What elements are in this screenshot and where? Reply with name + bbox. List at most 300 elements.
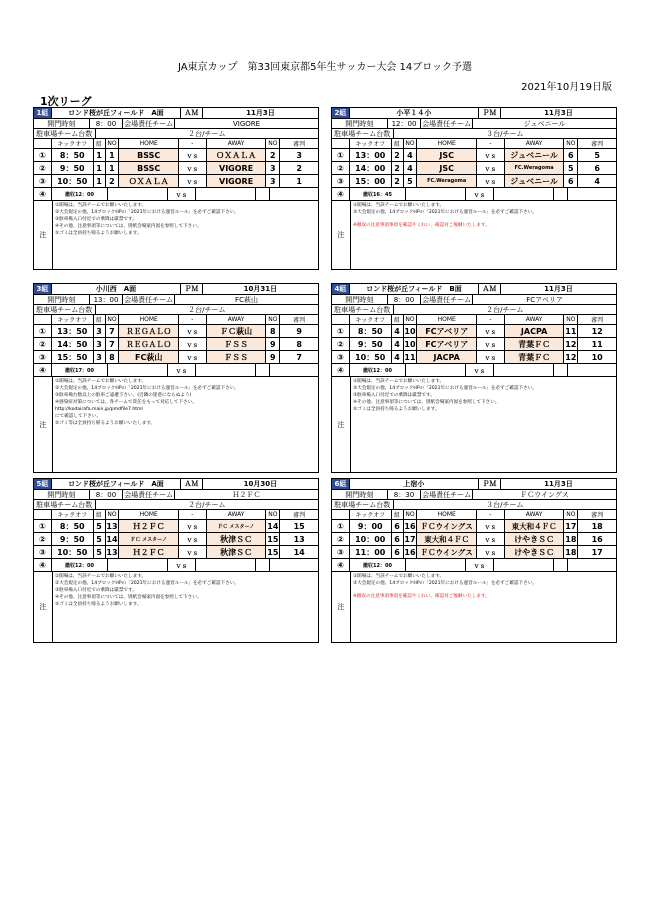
empty-cell	[568, 559, 606, 571]
referee-header: 審判	[591, 317, 604, 324]
match-day: 11月3日	[544, 109, 573, 117]
no-header: NO	[106, 510, 120, 519]
note-line: ①開場は、当該チームでお願いいたします。	[353, 574, 445, 579]
closing-time: 撤収12：00	[350, 364, 406, 376]
responsible-team: FCアベリア	[526, 295, 563, 304]
kickoff-header: キックオフ	[52, 315, 94, 324]
note-line: ④その他、注意事項等については、別紙会場案内図を参照して下さい。	[55, 595, 202, 600]
home-no: 1	[106, 149, 120, 161]
notes-text	[53, 377, 318, 472]
kickoff-time: 8：50	[52, 520, 94, 532]
home-team: ＦＣウイングス	[417, 520, 477, 532]
away-team: VIGORE	[207, 175, 267, 187]
kickoff-header: キックオフ	[350, 510, 392, 519]
vs-label: ｖｓ	[179, 149, 207, 161]
match-row	[34, 520, 318, 533]
responsible-team-label: 会場責任チーム	[124, 490, 174, 499]
parking-label: 駐車場チーム台数	[34, 305, 96, 314]
note-line: ③駐車場入口付近での乗降は厳禁です。	[55, 588, 137, 593]
match-row	[34, 149, 318, 162]
kickoff-time: 13：50	[52, 325, 94, 337]
notes-label: 注	[34, 572, 53, 642]
referee-no: 8	[296, 339, 302, 349]
away-no: 2	[266, 149, 280, 161]
group-no: 5	[94, 533, 106, 545]
away-no: 9	[266, 338, 280, 350]
vs-header: -	[179, 315, 207, 324]
warning-note: ※撤収の注意事項事項を確認やくれい、確認対ご後継いたします。	[353, 223, 490, 228]
group-no: 3	[94, 338, 106, 350]
group-block	[331, 107, 617, 270]
referee-no: 3	[296, 150, 302, 160]
index-col-header	[34, 315, 52, 324]
match-index: ③	[332, 351, 350, 363]
vs-header: -	[477, 139, 505, 148]
vs-label: ｖｓ	[466, 559, 494, 571]
referee-no: 10	[591, 352, 603, 362]
referee-no: 7	[296, 352, 302, 362]
note-line: ⑤ゴミ等は全員持ち帰るようお願いいたします。	[55, 421, 156, 426]
group-header: 組	[94, 510, 106, 519]
vs-label: ｖｓ	[179, 338, 207, 350]
vs-header: -	[477, 315, 505, 324]
group-no: 1	[94, 175, 106, 187]
empty-cell	[406, 559, 466, 571]
match-index: ①	[332, 149, 350, 161]
vs-label: ｖｓ	[179, 546, 207, 558]
no-header: NO	[564, 139, 578, 148]
no-header: NO	[404, 139, 418, 148]
referee-no: 14	[293, 547, 305, 557]
match-day: 10月31日	[243, 285, 278, 293]
notes-text	[351, 572, 616, 642]
away-header: AWAY	[505, 510, 565, 519]
referee-no: 6	[594, 163, 600, 173]
match-row	[332, 338, 616, 351]
kickoff-time: 11：00	[350, 546, 392, 558]
referee-header: 審判	[591, 141, 604, 148]
group-block	[33, 283, 319, 473]
revision-date: 2021年10月19日版	[521, 82, 612, 93]
group-block	[331, 283, 617, 473]
match-row	[332, 520, 616, 533]
session-period: ＡＭ	[181, 108, 203, 118]
away-no: 6	[564, 149, 578, 161]
note-line: ④感染症対策については、各チームで責任をもって対応して下さい。	[55, 400, 197, 405]
note-line: ①開場は、当該チームでお願いいたします。	[353, 379, 445, 384]
match-index: ②	[332, 533, 350, 545]
home-team: Ｈ２ＦＣ	[119, 520, 179, 532]
league-heading: 1次リーグ	[40, 95, 92, 108]
away-team: JACPA	[505, 325, 565, 337]
kickoff-time: 15：50	[52, 351, 94, 363]
kickoff-header: キックオフ	[350, 139, 392, 148]
note-line: ②大会規定の他、14ブロックHPの「2021年における運営ルール」を必ずご確認下さい。	[353, 581, 537, 586]
document-title: JA東京カップ 第33回東京都5年生サッカー大会 14ブロック予選	[177, 62, 473, 73]
group-number: 2組	[332, 108, 350, 118]
match-index: ①	[34, 325, 52, 337]
referee-no: 16	[591, 534, 603, 544]
away-team: けやきＳＣ	[505, 546, 565, 558]
vs-header: -	[179, 139, 207, 148]
group-no: 2	[392, 162, 404, 174]
home-no: 4	[404, 162, 418, 174]
home-header: HOME	[119, 510, 179, 519]
referee-no: 11	[591, 339, 603, 349]
home-no: 17	[404, 534, 416, 544]
empty-cell	[108, 559, 168, 571]
session-period: ＡＭ	[479, 284, 501, 294]
responsible-team: Ｈ２ＦＣ	[232, 490, 261, 499]
referee-header: 審判	[591, 512, 604, 519]
gate-time-label: 開門時刻	[34, 490, 90, 499]
note-line: ④その他、注意事項等については、別紙会場案内図を参照して下さい。	[55, 224, 202, 229]
vs-label: ｖｓ	[168, 364, 196, 376]
home-no: 2	[106, 175, 120, 187]
match-row	[34, 325, 318, 338]
gate-time: 13：00	[90, 295, 124, 304]
note-line: ③駐車場入口付近での乗降は厳禁です。	[55, 217, 137, 222]
group-no: 3	[94, 325, 106, 337]
vs-label: ｖｓ	[168, 188, 196, 200]
home-no: 16	[404, 521, 416, 531]
no-header: NO	[106, 315, 120, 324]
away-team: ＦＣ メスターノ	[207, 520, 267, 532]
away-team: ジュベニール	[505, 175, 565, 187]
home-team: ＦＣ メスターノ	[119, 533, 179, 545]
kickoff-header: キックオフ	[350, 315, 392, 324]
responsible-team-label: 会場責任チーム	[422, 119, 472, 128]
away-no: 8	[266, 325, 280, 337]
kickoff-time: 10：50	[52, 546, 94, 558]
match-index: ①	[332, 325, 350, 337]
group-block	[33, 107, 319, 270]
away-team: 秋津ＳＣ	[207, 546, 267, 558]
kickoff-time: 10：50	[52, 175, 94, 187]
home-team: JSC	[417, 149, 477, 161]
group-block	[33, 478, 319, 643]
group-no: 2	[392, 175, 404, 187]
venue-name: ロンド桜が丘フィールド B面	[350, 284, 479, 294]
referee-no: 18	[591, 521, 603, 531]
notes-label: 注	[332, 572, 351, 642]
empty-cell	[568, 188, 606, 200]
index-col-header	[332, 510, 350, 519]
match-index: ③	[332, 175, 350, 187]
kickoff-time: 14：50	[52, 338, 94, 350]
gate-time-label: 開門時刻	[332, 295, 388, 304]
vs-header: -	[179, 510, 207, 519]
away-team: 青葉ＦＣ	[505, 351, 565, 363]
empty-cell	[554, 559, 568, 571]
empty-cell	[554, 364, 568, 376]
note-line: ①開場は、当該チームでお願いいたします。	[353, 203, 445, 208]
session-period: ＰＭ	[479, 108, 501, 118]
match-day: 11月3日	[544, 285, 573, 293]
home-team: BSSC	[119, 149, 179, 161]
group-header: 組	[392, 510, 404, 519]
group-number: 6組	[332, 479, 350, 489]
match-row	[34, 351, 318, 364]
responsible-team-label: 会場責任チーム	[124, 295, 174, 304]
gate-time-label: 開門時刻	[34, 295, 90, 304]
home-no: 16	[404, 547, 416, 557]
venue-name: ロンド桜が丘フィールド A面	[52, 108, 181, 118]
match-index: ③	[34, 351, 52, 363]
home-team: FCアベリア	[417, 338, 477, 350]
gate-time-label: 開門時刻	[332, 490, 388, 499]
home-no: 11	[404, 352, 416, 362]
match-index: ②	[34, 162, 52, 174]
home-no: 7	[106, 338, 120, 350]
note-line: ②大会規定の他、14ブロックHPの「2021年における運営ルール」を必ずご確認下さい。	[353, 210, 537, 215]
kickoff-time: 10：50	[350, 351, 392, 363]
no-header: NO	[404, 315, 418, 324]
home-header: HOME	[417, 510, 477, 519]
away-no: 18	[565, 534, 577, 544]
parking-allowance: ３台/チーム	[486, 500, 524, 509]
empty-cell	[256, 364, 270, 376]
away-no: 3	[266, 175, 280, 187]
note-line: ②大会規定の他、14ブロックHPの「2021年における運営ルール」を必ずご確認下さい。	[353, 386, 537, 391]
home-team: ＯＸＡＬＡ	[119, 175, 179, 187]
empty-cell	[270, 364, 308, 376]
gate-time: 8：00	[90, 490, 124, 499]
empty-cell	[108, 188, 168, 200]
kickoff-time: 8：50	[52, 149, 94, 161]
away-no: 15	[267, 534, 279, 544]
responsible-team: FC萩山	[235, 295, 258, 304]
match-day: 11月3日	[246, 109, 275, 117]
empty-cell	[196, 364, 256, 376]
parking-allowance: ３台/チーム	[486, 129, 524, 138]
parking-allowance: ２台/チーム	[188, 129, 226, 138]
group-no: 5	[94, 546, 106, 558]
vs-label: ｖｓ	[477, 325, 505, 337]
referee-header: 審判	[293, 317, 306, 324]
note-line: にて確認して下さい。	[55, 414, 101, 419]
match-row	[34, 162, 318, 175]
away-team: ＦＳＳ	[207, 338, 267, 350]
vs-label: ｖｓ	[477, 338, 505, 350]
no-header: NO	[564, 315, 578, 324]
group-header: 組	[94, 139, 106, 148]
group-number: 5組	[34, 479, 52, 489]
kickoff-time: 9：50	[350, 338, 392, 350]
empty-cell	[256, 559, 270, 571]
note-line: ⑤ゴミは全員持ち帰るようお願いします。	[353, 407, 440, 412]
home-no: 1	[106, 162, 120, 174]
match-row	[34, 338, 318, 351]
index-col-header	[34, 139, 52, 148]
group-header: 組	[94, 315, 106, 324]
gate-time: 8：30	[388, 490, 422, 499]
away-team: ジュベニール	[505, 149, 565, 161]
warning-note: ※撤収の注意事項事項を確認やくれい、確認対ご後継いたします。	[353, 594, 490, 599]
empty-cell	[196, 559, 256, 571]
away-team: 青葉ＦＣ	[505, 338, 565, 350]
referee-no: 2	[296, 163, 302, 173]
note-line: ⑤ゴミは全員持ち帰るようお願いします。	[55, 602, 142, 607]
group-header: 組	[392, 139, 404, 148]
away-team: 東大和４ＦＣ	[505, 520, 565, 532]
empty-cell	[554, 188, 568, 200]
group-no: 6	[392, 520, 404, 532]
match-row	[332, 149, 616, 162]
group-no: 5	[94, 520, 106, 532]
away-no: 17	[565, 521, 577, 531]
note-line: ②大会規定の他、14ブロックHPの「2021年における運営ルール」を必ずご確認下さい。	[55, 386, 239, 391]
home-no: 13	[106, 521, 118, 531]
vs-label: ｖｓ	[477, 520, 505, 532]
empty-cell	[270, 559, 308, 571]
kickoff-time: 13：00	[350, 149, 392, 161]
away-team: けやきＳＣ	[505, 533, 565, 545]
closing-time: 撤収12：00	[350, 559, 406, 571]
vs-label: ｖｓ	[179, 325, 207, 337]
away-header: AWAY	[207, 510, 267, 519]
kickoff-time: 9：50	[52, 533, 94, 545]
away-no: 12	[565, 352, 577, 362]
notes-text	[53, 572, 318, 642]
note-line: ③駐車場台数以上の駐車ご遠慮下さい。(近隣の迷惑にならぬよう)	[55, 393, 192, 398]
match-index: ①	[34, 149, 52, 161]
away-team: FC.Weragoma	[505, 162, 565, 174]
referee-no: 17	[591, 547, 603, 557]
group-no: 6	[392, 546, 404, 558]
group-no: 4	[392, 325, 404, 337]
venue-name: 小平１４小	[350, 108, 479, 118]
match-index: ②	[34, 533, 52, 545]
match-index: ④	[332, 188, 350, 200]
group-header: 組	[392, 315, 404, 324]
responsible-team: ＦＣウイングス	[520, 490, 569, 499]
vs-label: ｖｓ	[477, 533, 505, 545]
away-header: AWAY	[505, 315, 565, 324]
away-team: VIGORE	[207, 162, 267, 174]
group-no: 1	[94, 149, 106, 161]
match-row	[332, 546, 616, 559]
away-no: 11	[565, 326, 577, 336]
no-header: NO	[564, 510, 578, 519]
vs-label: ｖｓ	[179, 162, 207, 174]
away-team: ＦＣ萩山	[207, 325, 267, 337]
session-period: ＡＭ	[181, 479, 203, 489]
home-team: ＲＥＧＡＬＯ	[119, 338, 179, 350]
home-header: HOME	[119, 315, 179, 324]
match-index: ②	[34, 338, 52, 350]
parking-allowance: ２台/チーム	[486, 305, 524, 314]
parking-allowance: ２台/チーム	[188, 500, 226, 509]
home-header: HOME	[119, 139, 179, 148]
referee-no: 4	[594, 176, 600, 186]
notes-label: 注	[34, 377, 53, 472]
away-team: 秋津ＳＣ	[207, 533, 267, 545]
home-team: 東大和４ＦＣ	[417, 533, 477, 545]
away-no: 14	[267, 521, 279, 531]
vs-label: ｖｓ	[466, 364, 494, 376]
empty-cell	[494, 188, 554, 200]
vs-label: ｖｓ	[466, 188, 494, 200]
no-header: NO	[266, 315, 280, 324]
vs-label: ｖｓ	[477, 546, 505, 558]
home-team: BSSC	[119, 162, 179, 174]
vs-label: ｖｓ	[477, 175, 505, 187]
gate-time: 8：00	[388, 295, 422, 304]
match-index: ③	[34, 546, 52, 558]
vs-label: ｖｓ	[477, 149, 505, 161]
match-row	[34, 546, 318, 559]
notes-text	[351, 377, 616, 472]
match-row	[34, 175, 318, 188]
match-row	[332, 175, 616, 188]
away-header: AWAY	[207, 139, 267, 148]
home-no: 10	[404, 326, 416, 336]
parking-allowance: ２台/チーム	[188, 305, 226, 314]
kickoff-time: 8：50	[350, 325, 392, 337]
referee-no: 15	[293, 521, 305, 531]
no-header: NO	[266, 510, 280, 519]
gate-time-label: 開門時刻	[34, 119, 90, 128]
match-index: ③	[34, 175, 52, 187]
note-line: ①開場は、当該チームでお願いいたします。	[55, 203, 147, 208]
note-line: ①開場は、当該チームでお願いいたします。	[55, 379, 147, 384]
away-team: ＯＸＡＬＡ	[207, 149, 267, 161]
notes-text	[53, 201, 318, 269]
group-no: 4	[392, 351, 404, 363]
vs-label: ｖｓ	[179, 520, 207, 532]
index-col-header	[332, 315, 350, 324]
note-line: ④その他、注意事項等については、別紙会場案内図を参照して下さい。	[353, 400, 500, 405]
empty-cell	[270, 188, 308, 200]
note-line: http://kodairafa.main.jp/pmdfile7.html	[55, 407, 143, 412]
away-no: 3	[266, 162, 280, 174]
group-number: 3組	[34, 284, 52, 294]
vs-label: ｖｓ	[179, 175, 207, 187]
gate-time: 12：00	[388, 119, 422, 128]
away-header: AWAY	[207, 315, 267, 324]
group-no: 2	[392, 149, 404, 161]
closing-time: 撤収12：00	[52, 559, 108, 571]
referee-header: 審判	[293, 512, 306, 519]
match-index: ①	[332, 520, 350, 532]
closing-time: 撤収16：45	[350, 188, 406, 200]
match-index: ②	[332, 338, 350, 350]
match-index: ④	[34, 559, 52, 571]
home-team: Ｈ２ＦＣ	[119, 546, 179, 558]
match-row	[332, 351, 616, 364]
match-index: ③	[332, 546, 350, 558]
home-team: FC萩山	[119, 351, 179, 363]
empty-cell	[108, 364, 168, 376]
home-no: 14	[106, 534, 118, 544]
empty-cell	[196, 188, 256, 200]
kickoff-time: 14：00	[350, 162, 392, 174]
gate-time: 8：00	[90, 119, 124, 128]
venue-name: 上宿小	[350, 479, 479, 489]
match-index: ④	[34, 188, 52, 200]
kickoff-header: キックオフ	[52, 139, 94, 148]
group-block	[331, 478, 617, 643]
home-team: JACPA	[417, 351, 477, 363]
away-no: 9	[266, 351, 280, 363]
match-day: 10月30日	[243, 480, 278, 488]
parking-label: 駐車場チーム台数	[332, 129, 394, 138]
closing-time: 撤収12：00	[52, 188, 108, 200]
match-index: ④	[332, 559, 350, 571]
referee-no: 13	[293, 534, 305, 544]
match-day: 11月3日	[544, 480, 573, 488]
